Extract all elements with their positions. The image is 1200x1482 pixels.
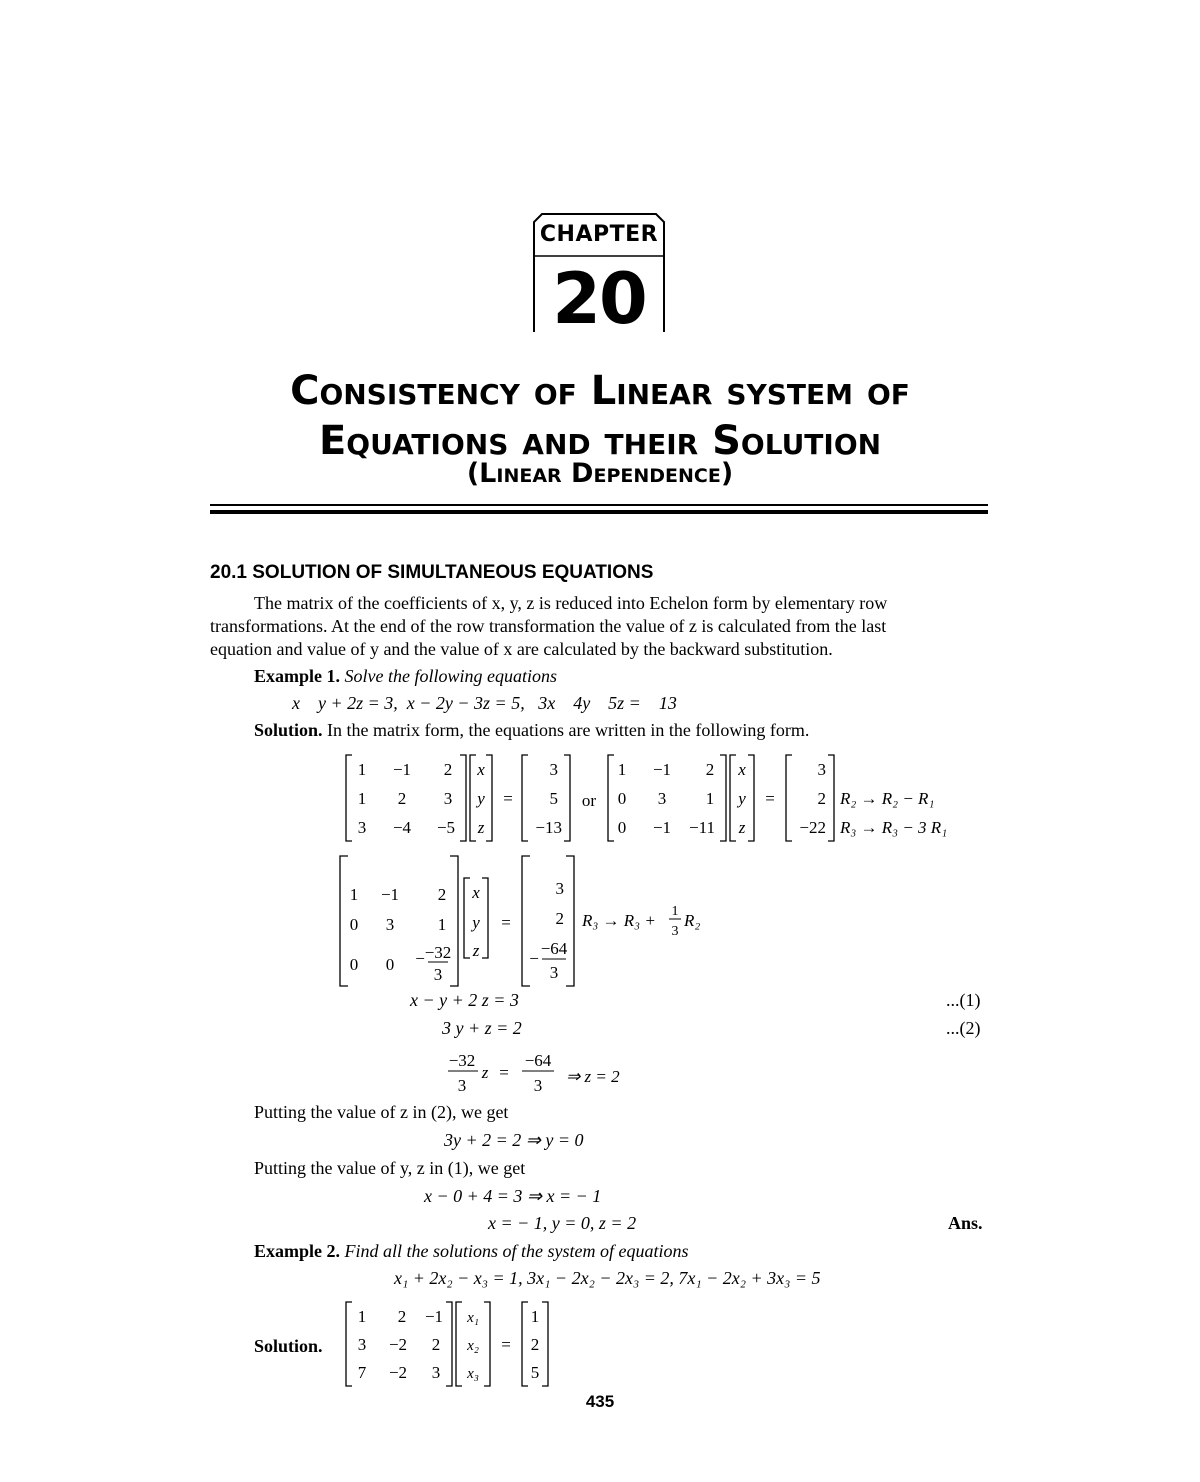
intro-line-1: The matrix of the coefficients of x, y, z is reduced into Echelon form by elementary row [254,593,888,613]
svg-text:z: z [481,1063,489,1082]
putting-z-text: Putting the value of z in (2), we get [254,1102,509,1122]
example-1-label: Example 1. [254,666,341,686]
vector-cell: 3 [555,879,564,898]
equation-2-ref: ...(2) [946,1018,981,1038]
title-rule-thick [210,510,988,514]
matrix-cell: 3 [357,1335,367,1354]
matrix-cell: 0 [349,915,359,934]
bracket [730,755,736,841]
matrix-cell: 1 [705,789,715,808]
matrix-cell: 1 [349,885,359,904]
matrix-cell: −1 [652,760,672,779]
bracket [346,1302,352,1386]
answer-label: Ans. [948,1213,983,1233]
svg-text:−: − [529,949,539,968]
vector-cell: x [472,883,480,902]
example-2-label: Example 2. [254,1241,341,1261]
matrix-cell: 7 [357,1363,367,1382]
bracket [346,755,352,841]
svg-text:R₂: R₂ [684,911,701,930]
row-operation-2: R₃ → R₃ − 3 R₁ [840,818,948,837]
svg-text:=: = [501,1335,511,1354]
svg-text:−: − [415,949,425,968]
vector-cell: x [738,760,746,779]
vector-cell: y [472,913,480,932]
matrix-cell: −4 [392,818,412,837]
vector-cell: x₃ [467,1366,479,1382]
example-2-prompt: Find all the solutions of the system of equations [344,1241,689,1261]
matrix-cell: −1 [380,885,400,904]
matrix-cell: 3 [357,818,367,837]
matrix-cell: 3 [431,1363,441,1382]
fraction-numerator: −64 [540,939,568,958]
vector-cell: 2 [530,1335,540,1354]
chapter-title-line-1: Consistency of Linear system of [290,368,910,414]
matrix-cell: 2 [443,760,453,779]
bracket [720,755,726,841]
vector-cell: z [472,941,480,960]
bracket [456,1302,462,1386]
vector-cell: x [477,760,485,779]
bracket [522,755,528,841]
example-1-equations: x y + 2z = 3, x − 2y − 3z = 5, 3x 4y 5z = 13 [292,693,677,713]
intro-line-2: transformations. At the end of the row transformation the value of z is calculated from the last [210,616,887,636]
bracket [470,755,476,841]
bracket [566,856,574,986]
matrix-cell: 3 [385,915,395,934]
matrix-equation-row-2 [330,852,750,992]
chapter-badge [532,212,666,340]
matrix-cell: 2 [437,885,447,904]
bracket [564,755,570,841]
example-1-solution-text: In the matrix form, the equations are written in the following form. [327,720,810,740]
fraction-denominator: 3 [457,1076,467,1095]
equation-2: 3 y + z = 2 [442,1018,522,1038]
matrix-cell: 1 [437,915,447,934]
fraction-denominator: 3 [533,1076,543,1095]
example-2-solution-label: Solution. [254,1336,323,1356]
svg-text:=: = [501,913,511,932]
matrix-cell: −11 [689,818,715,837]
matrix-cell: 1 [357,760,367,779]
fraction-numerator: −32 [448,1051,476,1070]
matrix-cell: 0 [617,818,627,837]
z-result: ⇒ z = 2 [566,1067,620,1086]
example-1-solution-line [254,720,809,741]
equation-1-ref: ...(1) [946,990,981,1010]
svg-text:3: 3 [671,924,679,939]
vector-cell: y [477,789,485,808]
svg-text:=: = [499,1063,509,1082]
matrix-cell: 3 [443,789,453,808]
vector-cell: z [477,818,485,837]
matrix-cell: 2 [397,789,407,808]
bracket [464,878,470,958]
matrix-cell: 0 [617,789,627,808]
matrix-equation-row-1 [330,750,980,846]
svg-text:=: = [503,789,513,808]
section-heading: 20.1 SOLUTION OF SIMULTANEOUS EQUATIONS [210,562,654,583]
vector-cell: 3 [549,760,558,779]
final-solution: x = − 1, y = 0, z = 2 [488,1213,637,1233]
example-2-equations: x₁ + 2x₂ − x₃ = 1, 3x₁ − 2x₂ − 2x₃ = 2, 7x₁ − 2x₂ + 3x₃ = 5 [394,1268,821,1288]
fraction-numerator: −32 [424,943,452,962]
bracket [542,1302,548,1386]
bracket [460,755,466,841]
fraction-denominator: 3 [549,963,559,982]
vector-cell: 5 [530,1363,540,1382]
z-fraction-equation [440,1048,660,1100]
fraction-numerator: −64 [524,1051,552,1070]
svg-text:=: = [765,789,775,808]
putting-yz-text: Putting the value of y, z in (1), we get [254,1158,526,1178]
chapter-subtitle: (Linear Dependence) [466,458,734,489]
bracket [748,755,754,841]
vector-cell: 2 [555,909,564,928]
bracket [482,878,488,958]
matrix-cell: 1 [357,1307,367,1326]
or-word: or [581,791,597,810]
vector-cell: 5 [549,789,558,808]
fraction-denominator: 3 [433,965,443,984]
equation-y: 3y + 2 = 2 ⇒ y = 0 [444,1130,584,1150]
matrix-cell: −1 [652,818,672,837]
chapter-label: CHAPTER [539,222,659,247]
matrix-cell: −1 [392,760,412,779]
bracket [486,755,492,841]
chapter-number: 20 [552,258,646,340]
matrix-cell: 2 [397,1307,407,1326]
bracket [450,856,458,986]
bracket [484,1302,490,1386]
vector-cell: x₂ [467,1338,479,1354]
page-number: 435 [585,1392,615,1411]
bracket [786,755,792,841]
vector-cell: −22 [799,818,826,837]
svg-text:R₃ → R₃ +: R₃ → R₃ + [582,911,656,930]
example-1-solution-label: Solution. [254,720,323,740]
example-2-heading [254,1241,689,1262]
bracket [522,1302,528,1386]
intro-line-3: equation and value of y and the value of x are calculated by the backward substitution. [210,639,833,659]
bracket [340,856,348,986]
matrix-cell: 0 [385,955,395,974]
matrix-cell: −2 [388,1363,408,1382]
bracket [608,755,614,841]
vector-cell: −13 [535,818,562,837]
matrix-cell: −5 [436,818,456,837]
matrix-cell: 1 [617,760,627,779]
equation-x: x − 0 + 4 = 3 ⇒ x = − 1 [424,1186,602,1206]
bracket [828,755,834,841]
row-operation-1: R₂ → R₂ − R₁ [840,789,935,808]
vector-cell: 2 [817,789,826,808]
matrix-cell: 2 [431,1335,441,1354]
vector-cell: x₁ [467,1310,479,1326]
vector-cell: 1 [530,1307,540,1326]
equation-1: x − y + 2 z = 3 [410,990,519,1010]
vector-cell: 3 [817,760,826,779]
svg-text:1: 1 [671,904,679,919]
title-rule-thin [210,504,988,506]
matrix-cell: 1 [357,789,367,808]
matrix-cell: 3 [657,789,667,808]
matrix-cell: −2 [388,1335,408,1354]
vector-cell: z [738,818,746,837]
example-1-heading [254,666,557,687]
chapter-title-line-2: Equations and their Solution [318,418,882,464]
matrix-equation-example-2 [336,1298,566,1390]
matrix-cell: −1 [424,1307,444,1326]
matrix-cell: 2 [705,760,715,779]
bracket [446,1302,452,1386]
matrix-cell: 0 [349,955,359,974]
vector-cell: y [738,789,746,808]
example-1-prompt: Solve the following equations [344,666,557,686]
